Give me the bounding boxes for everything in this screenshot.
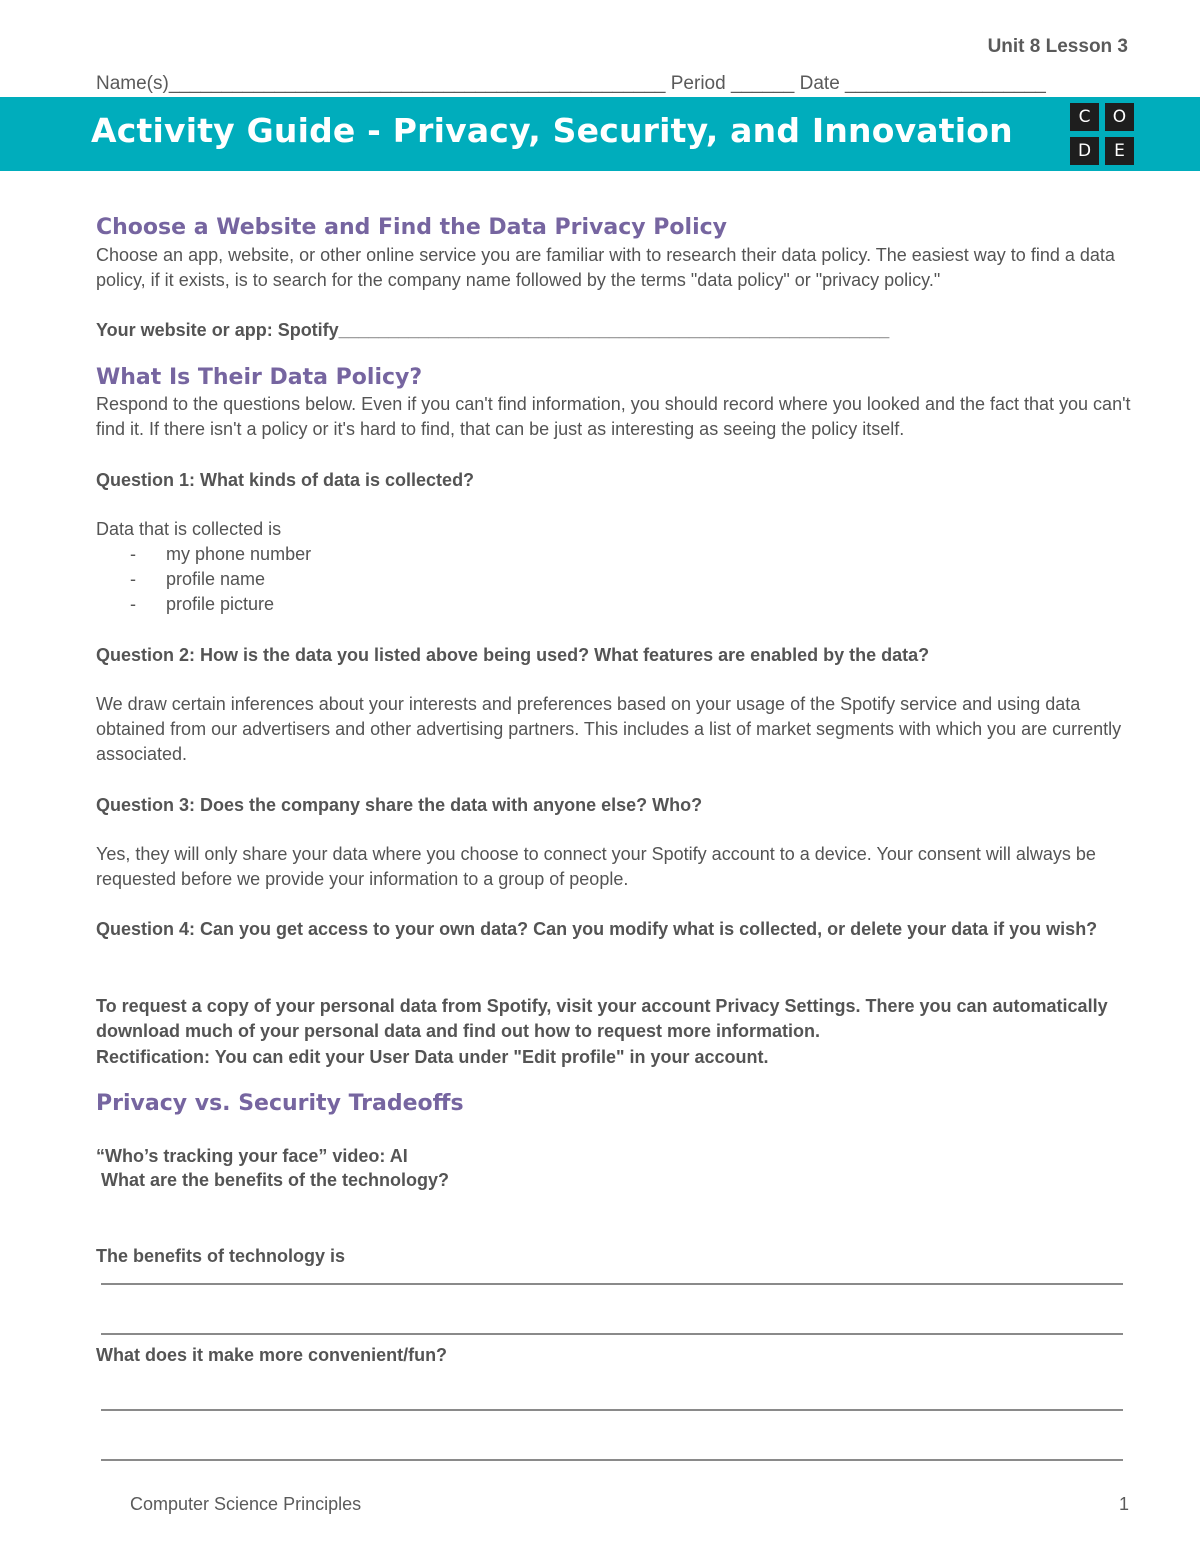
answer-line <box>101 1283 1123 1285</box>
list-item: - profile picture <box>130 594 275 614</box>
question-4: Question 4: Can you get access to your own data? Can you modify what is collected, or delete your data if you wish? <box>96 919 1098 939</box>
name-period-date-line: Name(s)_______________________________________________ Period ______ Date ___________________ <box>96 73 1046 94</box>
answer-line <box>101 1409 1123 1411</box>
question-3: Question 3: Does the company share the data with anyone else? Who? <box>96 795 703 815</box>
question-benefits: What are the benefits of the technology? <box>96 1170 450 1190</box>
list-item-text: profile name <box>166 569 266 589</box>
answer-1-intro: Data that is collected is <box>96 519 282 539</box>
answer-3: Yes, they will only share your data where you choose to connect your Spotify account to a device. Your consent will always be requested before we provide your information to a group of people. <box>96 844 1096 889</box>
list-item-text: my phone number <box>166 544 312 564</box>
video-title: “Who’s tracking your face” video: AI <box>96 1146 408 1166</box>
answer-2: We draw certain inferences about your interests and preferences based on your usage of the Spotify service and using data obtained from our advertisers and other advertising partners. This includes a list of market segments with which you are currently associated. <box>96 694 1122 764</box>
footer-page-number: 1 <box>1119 1494 1130 1514</box>
page-title: Activity Guide - Privacy, Security, and Innovation <box>91 111 1013 150</box>
footer-course: Computer Science Principles <box>130 1494 362 1514</box>
section-intro-text: Choose an app, website, or other online service you are familiar with to research their data policy. The easiest way to find a data policy, if it exists, is to search for the company name followed by the terms "data policy" or "privacy policy." <box>96 245 1115 290</box>
unit-lesson-label: Unit 8 Lesson 3 <box>987 36 1128 57</box>
logo-letter: C <box>1070 103 1099 131</box>
list-item: - profile name <box>130 569 266 589</box>
answer-4: To request a copy of your personal data from Spotify, visit your account Privacy Settings. There you can automatically download much of your personal data and find out how to request more information. <box>96 996 1108 1041</box>
question-1: Question 1: What kinds of data is collected? <box>96 470 475 490</box>
logo-letter: E <box>1105 137 1134 165</box>
answer-benefits: The benefits of technology is <box>96 1246 346 1266</box>
list-item: - my phone number <box>130 544 312 564</box>
section-heading-data-policy: What Is Their Data Policy? <box>96 365 423 390</box>
logo-letter: D <box>1070 137 1099 165</box>
answer-4-rectification: Rectification: You can edit your User Data under "Edit profile" in your account. <box>96 1047 769 1067</box>
list-item-text: profile picture <box>166 594 275 614</box>
section-heading-choose-website: Choose a Website and Find the Data Privacy Policy <box>96 215 727 240</box>
section-instructions-text: Respond to the questions below. Even if you can't find information, you should record where you looked and the fact that you can't find it. If there isn't a policy or it's hard to find, that can be just as interesting as seeing the policy itself. <box>96 394 1131 439</box>
title-banner <box>0 97 1200 171</box>
code-logo <box>1070 103 1134 165</box>
section-heading-tradeoffs: Privacy vs. Security Tradeoffs <box>96 1091 464 1116</box>
question-convenient: What does it make more convenient/fun? <box>96 1345 448 1365</box>
answer-line <box>101 1459 1123 1461</box>
website-app-field: Your website or app: Spotify_______________________________________________________ <box>96 320 890 340</box>
question-2: Question 2: How is the data you listed above being used? What features are enabled by the data? <box>96 645 930 665</box>
answer-line <box>101 1333 1123 1335</box>
logo-letter: O <box>1105 103 1134 131</box>
